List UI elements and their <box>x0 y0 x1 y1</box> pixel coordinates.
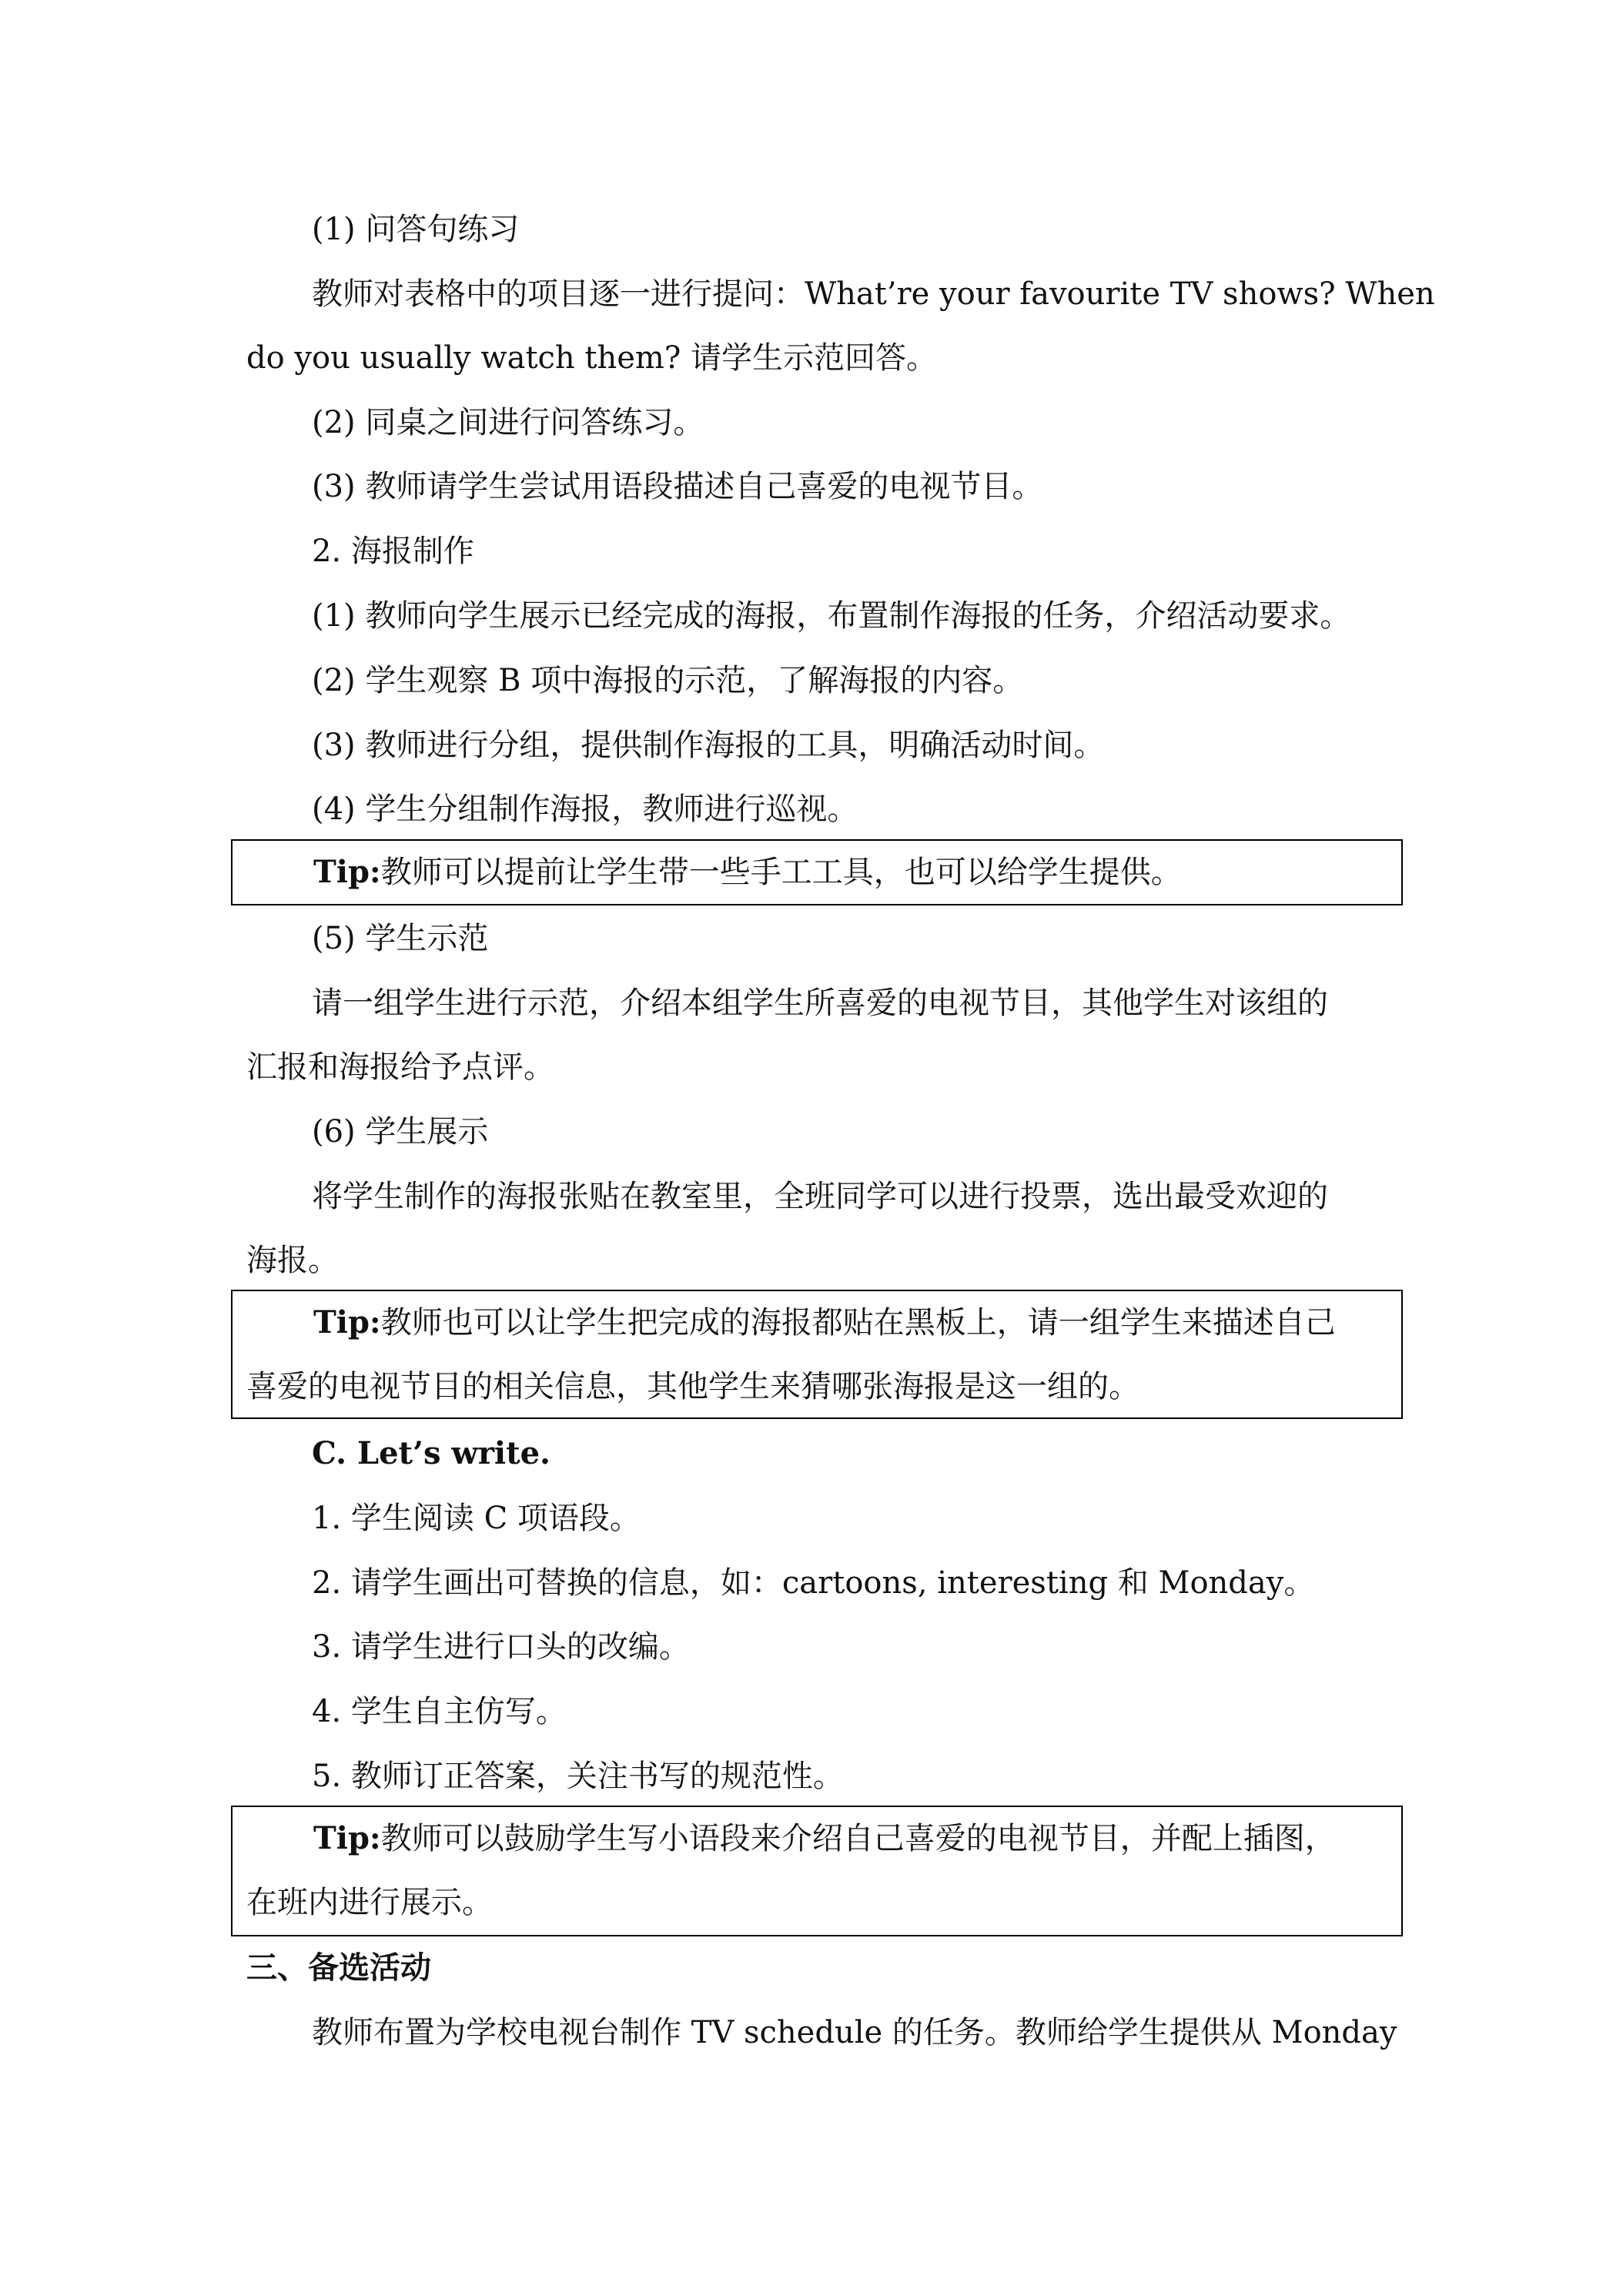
list-item: 2. 请学生画出可替换的信息，如：cartoons, interesting 和 Monday。 <box>312 1565 1315 1601</box>
tip-line <box>313 854 1182 891</box>
paragraph-line: 教师对表格中的项目逐一进行提问：What’re your favourite TV shows? When <box>312 276 1435 312</box>
paragraph-line: 将学生制作的海报张贴在教室里，全班同学可以进行投票，选出最受欢迎的 <box>312 1179 1328 1214</box>
tip-text: 教师也可以让学生把完成的海报都贴在黑板上，请一组学生来描述自己 <box>380 1305 1336 1340</box>
tip-label: Tip: <box>313 1304 381 1340</box>
tip-box <box>231 1290 1403 1419</box>
list-item: 4. 学生自主仿写。 <box>312 1694 567 1729</box>
list-item: 1. 学生阅读 C 项语段。 <box>312 1501 641 1536</box>
tip-label: Tip: <box>313 1820 381 1856</box>
list-item: (2) 学生观察 B 项中海报的示范，了解海报的内容。 <box>312 663 1024 698</box>
tip-box <box>231 1806 1403 1936</box>
list-item: 3. 请学生进行口头的改编。 <box>312 1629 690 1665</box>
tip-line <box>313 1304 1336 1341</box>
tip-label: Tip: <box>313 854 381 890</box>
paragraph-line: 教师布置为学校电视台制作 TV schedule 的任务。教师给学生提供从 Monday <box>312 2015 1397 2050</box>
section-heading: C. Let’s write. <box>312 1435 550 1471</box>
tip-line: 喜爱的电视节目的相关信息，其他学生来猜哪张海报是这一组的。 <box>246 1369 1139 1404</box>
paragraph-line: 请一组学生进行示范，介绍本组学生所喜爱的电视节目，其他学生对该组的 <box>312 986 1328 1021</box>
section-heading: 三、备选活动 <box>246 1950 431 1986</box>
tip-line <box>313 1820 1336 1857</box>
paragraph-line: 海报。 <box>246 1243 339 1278</box>
subsection-heading: (6) 学生展示 <box>312 1114 489 1150</box>
paragraph-line: do you usually watch them? 请学生示范回答。 <box>246 340 937 376</box>
tip-box <box>231 839 1403 905</box>
paragraph-line: 汇报和海报给予点评。 <box>246 1049 554 1085</box>
list-item: (3) 教师请学生尝试用语段描述自己喜爱的电视节目。 <box>312 469 1043 504</box>
tip-line: 在班内进行展示。 <box>246 1885 493 1920</box>
list-item: 5. 教师订正答案，关注书写的规范性。 <box>312 1759 844 1794</box>
list-item: (3) 教师进行分组，提供制作海报的工具，明确活动时间。 <box>312 728 1105 763</box>
section-heading: 2. 海报制作 <box>312 534 474 569</box>
subsection-heading: (1) 问答句练习 <box>312 212 520 247</box>
list-item: (1) 教师向学生展示已经完成的海报，布置制作海报的任务，介绍活动要求。 <box>312 598 1351 634</box>
tip-text: 教师可以鼓励学生写小语段来介绍自己喜爱的电视节目，并配上插图， <box>380 1821 1336 1856</box>
list-item: (2) 同桌之间进行问答练习。 <box>312 405 704 440</box>
subsection-heading: (5) 学生示范 <box>312 921 489 956</box>
list-item: (4) 学生分组制作海报，教师进行巡视。 <box>312 792 858 827</box>
tip-text: 教师可以提前让学生带一些手工工具，也可以给学生提供。 <box>380 855 1182 890</box>
